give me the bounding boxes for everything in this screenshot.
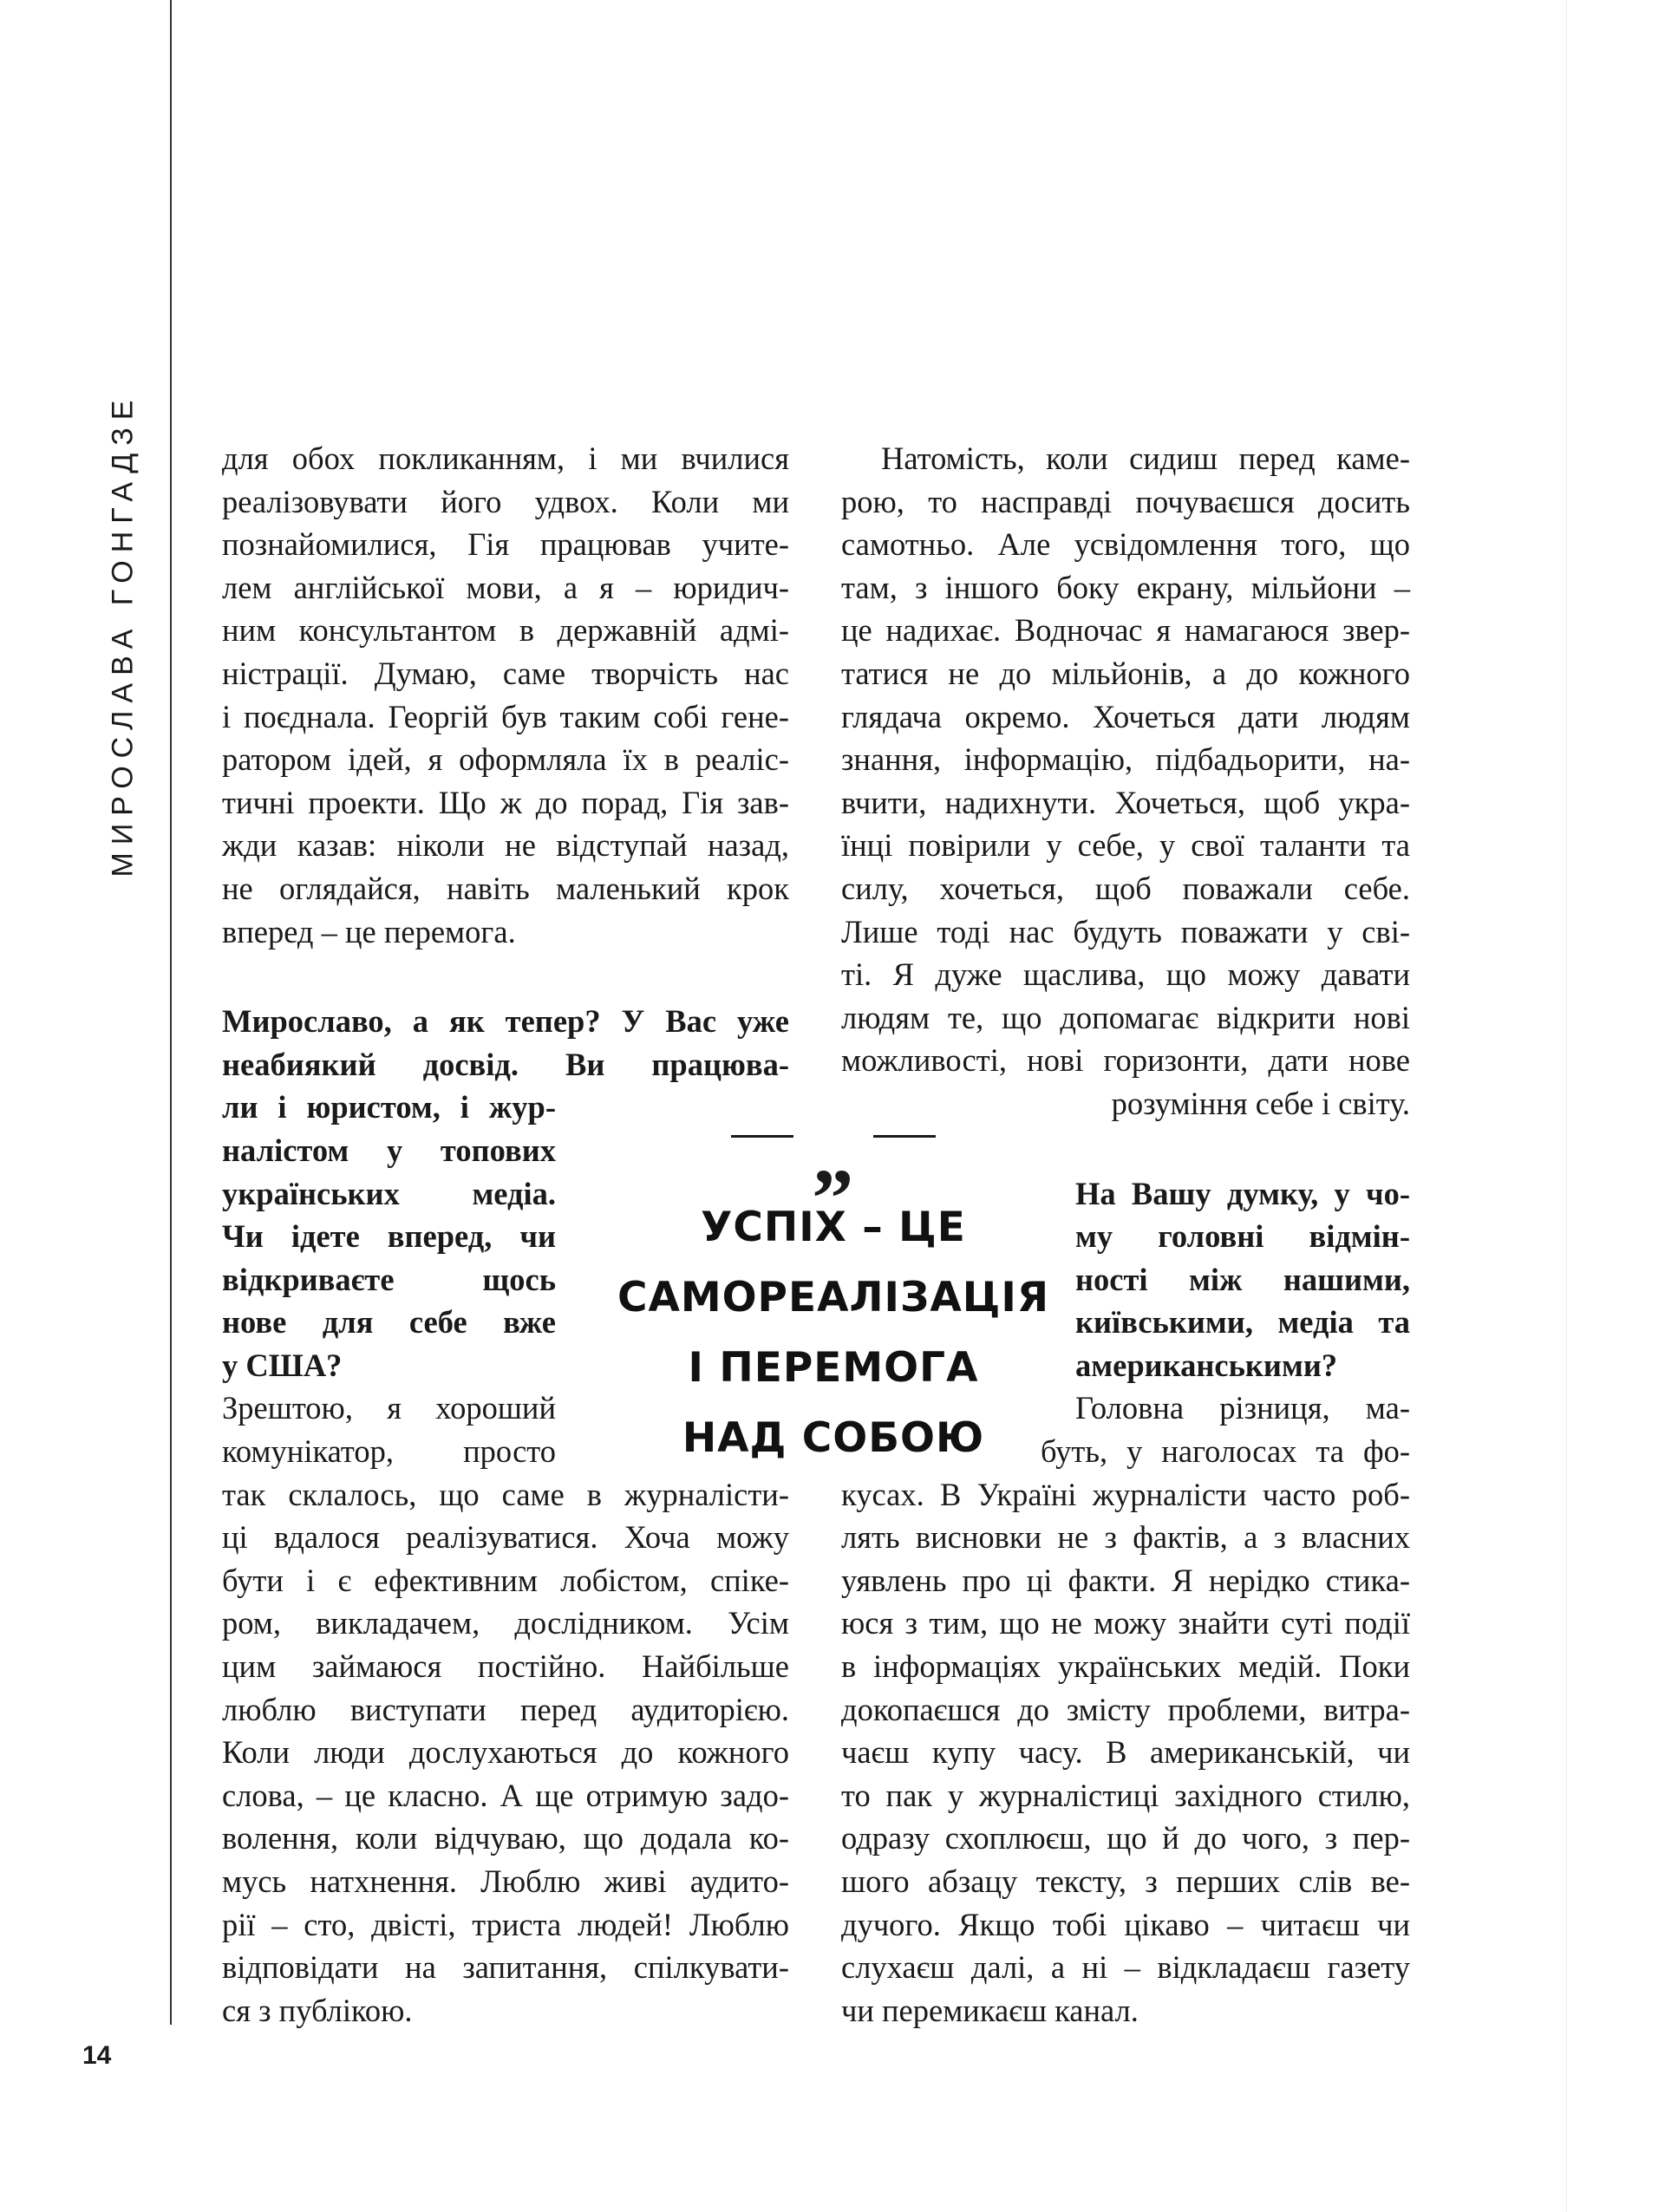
text-line: ності між нашими, bbox=[1075, 1261, 1410, 1297]
page-number: 14 bbox=[82, 2041, 112, 2070]
pull-quote-text bbox=[583, 1192, 1084, 1473]
text-line: рою, то насправді почуваєшся досить bbox=[841, 483, 1410, 519]
text-line: слухаєш далі, а ні – відкладаєш газету bbox=[841, 1949, 1410, 1986]
text-line: рії – сто, двісті, триста людей! Люблю bbox=[222, 1906, 789, 1942]
text-line: в інформаціях українських медій. Поки bbox=[841, 1648, 1410, 1685]
text-line: Натомість, коли сидиш перед каме- bbox=[881, 440, 1410, 476]
text-line: налістом у топових bbox=[222, 1132, 556, 1168]
text-line: дучого. Якщо тобі цікаво – читаєш чи bbox=[841, 1906, 1410, 1942]
text-line: нове для себе вже bbox=[222, 1304, 556, 1341]
text-line: самотньо. Але усвідомлення того, що bbox=[841, 526, 1410, 563]
text-line: юся з тим, що не можу знайти суті події bbox=[841, 1605, 1410, 1641]
text-line: одразу схоплюєш, що й до чого, з пер- bbox=[841, 1820, 1410, 1856]
text-line: ці вдалося реалізуватися. Хоча можу bbox=[222, 1519, 789, 1556]
interview-answer bbox=[222, 1387, 789, 2032]
right-paragraph-1 bbox=[841, 437, 1410, 1126]
text-line: і поєднала. Георгій був таким собі гене- bbox=[222, 698, 789, 734]
text-line: їнці повірили у себе, у свої таланти та bbox=[841, 827, 1410, 864]
text-line: так склалось, що саме в журналісти- bbox=[222, 1476, 789, 1512]
text-line: Зрештою, я хороший bbox=[222, 1390, 556, 1426]
text-line: не оглядайся, навіть маленький крок bbox=[222, 870, 789, 906]
text-line: ли і юристом, і жур- bbox=[222, 1089, 556, 1126]
text-line: лять висновки не з фактів, а з власних bbox=[841, 1519, 1410, 1556]
interview-answer bbox=[841, 1387, 1410, 2032]
text-line: чаєш купу часу. В американській, чи bbox=[841, 1734, 1410, 1771]
text-line: людям те, що допомагає відкрити нові bbox=[841, 999, 1410, 1035]
text-line: цим займаюся постійно. Найбільше bbox=[222, 1648, 789, 1685]
text-line: люблю виступати перед аудиторією. bbox=[222, 1691, 789, 1727]
text-line: Коли люди дослухаються до кожного bbox=[222, 1734, 789, 1771]
text-line: вчити, надихнути. Хочеться, щоб укра- bbox=[841, 784, 1410, 820]
text-line: ратором ідей, я оформляла їх в реаліс- bbox=[222, 741, 789, 778]
text-line: жди казав: ніколи не відступай назад, bbox=[222, 827, 789, 864]
quote-mark-icon: „ bbox=[813, 1108, 854, 1201]
text-line: відповідати на запитання, спілкувати- bbox=[222, 1949, 789, 1986]
text-line: силу, хочеться, щоб поважали себе. bbox=[841, 870, 1410, 906]
running-head: МИРОСЛАВА ГОНГАДЗЕ bbox=[106, 392, 140, 878]
left-paragraph-1 bbox=[222, 437, 789, 953]
text-line: Головна різниця, ма- bbox=[1075, 1390, 1410, 1426]
text-line: мусь натхнення. Люблю живі аудито- bbox=[222, 1863, 789, 1899]
text-line: докопаєшся до змісту проблеми, витра- bbox=[841, 1691, 1410, 1727]
pull-quote bbox=[583, 1106, 1084, 1473]
text-line: чи перемикаєш канал. bbox=[841, 1992, 1139, 2028]
text-line: це надихає. Водночас я намагаюся звер- bbox=[841, 612, 1410, 649]
text-line: ністрації. Думаю, саме творчість нас bbox=[222, 655, 789, 691]
text-line: Лише тоді нас будуть поважати у сві- bbox=[841, 913, 1410, 949]
text-line: американськими? bbox=[1075, 1347, 1338, 1383]
text-line: шого абзацу тексту, з перших слів ве- bbox=[841, 1863, 1410, 1899]
text-line: татися не до мільйонів, а до кожного bbox=[841, 655, 1410, 691]
pull-quote-line: УСПІХ – ЦЕ bbox=[701, 1204, 966, 1251]
text-line: ром, викладачем, дослідником. Усім bbox=[222, 1605, 789, 1641]
text-line: знання, інформацію, підбадьорити, на- bbox=[841, 741, 1410, 778]
text-line: буть, у наголосах та фо- bbox=[1041, 1433, 1410, 1470]
text-line: вперед – це перемога. bbox=[222, 913, 516, 949]
text-line: ним консультантом в державній адмі- bbox=[222, 612, 789, 649]
quote-rule-right bbox=[873, 1135, 936, 1138]
text-line: для обох покликанням, і ми вчилися bbox=[222, 440, 789, 476]
text-line: розуміння себе і світу. bbox=[1111, 1085, 1410, 1121]
text-line: бути і є ефективним лобістом, спіке- bbox=[222, 1562, 789, 1598]
text-line: глядача окремо. Хочеться дати людям bbox=[841, 698, 1410, 734]
text-line: На Вашу думку, у чо- bbox=[1075, 1175, 1410, 1211]
text-line: Чи ідете вперед, чи bbox=[222, 1218, 556, 1255]
pull-quote-line: САМОРЕАЛІЗАЦІЯ bbox=[617, 1274, 1050, 1321]
quote-rule-left bbox=[731, 1135, 793, 1138]
margin-rule bbox=[170, 0, 172, 2025]
text-line: у США? bbox=[222, 1347, 343, 1383]
text-line: лем англійської мови, а я – юридич- bbox=[222, 569, 789, 605]
text-line: познайомилися, Гія працював учите- bbox=[222, 526, 789, 563]
text-line: київськими, медіа та bbox=[1075, 1304, 1410, 1341]
text-line: реалізовувати його удвох. Коли ми bbox=[222, 483, 789, 519]
text-line: можливості, нові горизонти, дати нове bbox=[841, 1042, 1410, 1079]
text-line: неабиякий досвід. Ви працюва- bbox=[222, 1046, 789, 1082]
text-line: українських медіа. bbox=[222, 1175, 556, 1211]
text-line: то пак у журналістиці західного стилю, bbox=[841, 1777, 1410, 1813]
text-line: Мирославо, а як тепер? У Вас уже bbox=[222, 1003, 789, 1040]
text-line: там, з іншого боку екрану, мільйони – bbox=[841, 569, 1410, 605]
pull-quote-line: НАД СОБОЮ bbox=[682, 1414, 985, 1462]
text-line: кусах. В Україні журналісти часто роб- bbox=[841, 1476, 1410, 1512]
text-line: відкриваєте щось bbox=[222, 1261, 556, 1297]
text-line: ся з публікою. bbox=[222, 1992, 413, 2028]
text-line: тичні проекти. Що ж до порад, Гія зав- bbox=[222, 784, 789, 820]
page-edge bbox=[1566, 0, 1567, 2212]
text-line: му головні відмін- bbox=[1075, 1218, 1410, 1255]
text-line: ті. Я дуже щаслива, що можу давати bbox=[841, 956, 1410, 993]
text-line: волення, коли відчуваю, що додала ко- bbox=[222, 1820, 789, 1856]
text-line: уявлень про ці факти. Я нерідко стика- bbox=[841, 1562, 1410, 1598]
text-line: комунікатор, просто bbox=[222, 1433, 556, 1470]
quote-ornament bbox=[583, 1106, 1084, 1201]
pull-quote-line: І ПЕРЕМОГА bbox=[688, 1344, 979, 1392]
text-line: слова, – це класно. А ще отримую задо- bbox=[222, 1777, 789, 1813]
